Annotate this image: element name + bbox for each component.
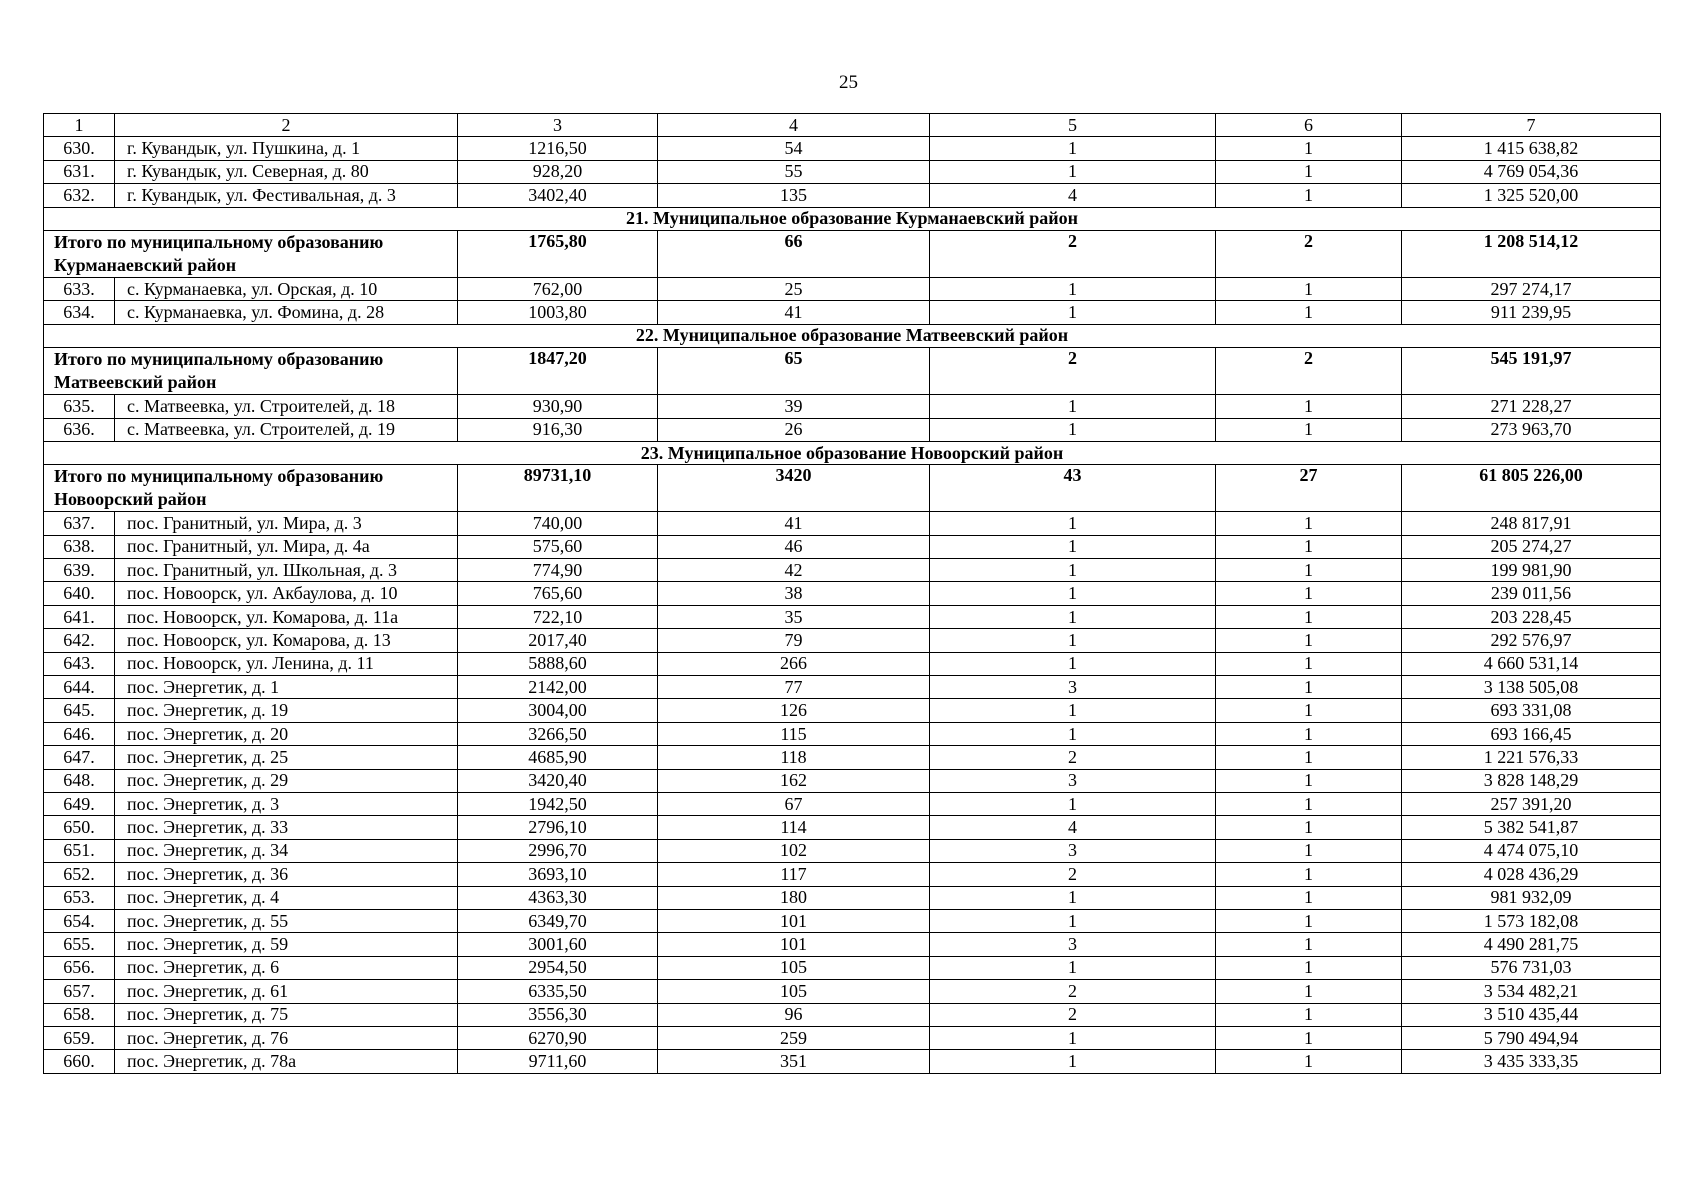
work-count: 2 <box>930 746 1216 769</box>
area: 2142,00 <box>458 676 658 699</box>
address: с. Курманаевка, ул. Орская, д. 10 <box>115 277 458 300</box>
stage: 1 <box>1216 184 1402 207</box>
residents: 115 <box>658 722 930 745</box>
row-number: 649. <box>44 792 115 815</box>
area: 5888,60 <box>458 652 658 675</box>
residents: 25 <box>658 277 930 300</box>
stage: 1 <box>1216 418 1402 441</box>
residents: 117 <box>658 863 930 886</box>
row-number: 630. <box>44 137 115 160</box>
stage: 1 <box>1216 535 1402 558</box>
cost: 292 576,97 <box>1402 629 1661 652</box>
row-number: 656. <box>44 956 115 979</box>
area: 3420,40 <box>458 769 658 792</box>
stage: 1 <box>1216 699 1402 722</box>
total-area: 89731,10 <box>458 465 658 512</box>
row-number: 659. <box>44 1026 115 1049</box>
cost: 199 981,90 <box>1402 559 1661 582</box>
stage: 1 <box>1216 277 1402 300</box>
area: 1003,80 <box>458 301 658 324</box>
stage: 1 <box>1216 956 1402 979</box>
cost: 911 239,95 <box>1402 301 1661 324</box>
residents: 114 <box>658 816 930 839</box>
row-number: 636. <box>44 418 115 441</box>
row-number: 660. <box>44 1050 115 1073</box>
row-number: 642. <box>44 629 115 652</box>
stage: 1 <box>1216 301 1402 324</box>
total-residents: 65 <box>658 348 930 395</box>
area: 3693,10 <box>458 863 658 886</box>
cost: 3 510 435,44 <box>1402 1003 1661 1026</box>
address: пос. Энергетик, д. 59 <box>115 933 458 956</box>
work-count: 1 <box>930 956 1216 979</box>
total-work-count: 2 <box>930 230 1216 277</box>
table-row <box>44 956 1661 979</box>
cost: 5 382 541,87 <box>1402 816 1661 839</box>
stage: 1 <box>1216 980 1402 1003</box>
residents: 101 <box>658 909 930 932</box>
stage: 1 <box>1216 395 1402 418</box>
address: г. Кувандык, ул. Фестивальная, д. 3 <box>115 184 458 207</box>
total-label: Итого по муниципальному образованию Новоорский район <box>44 465 458 512</box>
area: 6349,70 <box>458 909 658 932</box>
area: 740,00 <box>458 512 658 535</box>
address: пос. Энергетик, д. 3 <box>115 792 458 815</box>
section-header-row <box>44 324 1661 347</box>
work-count: 1 <box>930 605 1216 628</box>
work-count: 1 <box>930 418 1216 441</box>
row-number: 635. <box>44 395 115 418</box>
total-residents: 66 <box>658 230 930 277</box>
stage: 1 <box>1216 652 1402 675</box>
table-row <box>44 676 1661 699</box>
cost: 248 817,91 <box>1402 512 1661 535</box>
work-count: 3 <box>930 769 1216 792</box>
cost: 1 325 520,00 <box>1402 184 1661 207</box>
work-count: 1 <box>930 137 1216 160</box>
residents: 42 <box>658 559 930 582</box>
work-count: 1 <box>930 559 1216 582</box>
stage: 1 <box>1216 886 1402 909</box>
area: 722,10 <box>458 605 658 628</box>
address: пос. Энергетик, д. 20 <box>115 722 458 745</box>
row-number: 654. <box>44 909 115 932</box>
table-row <box>44 699 1661 722</box>
area: 765,60 <box>458 582 658 605</box>
cost: 3 435 333,35 <box>1402 1050 1661 1073</box>
cost: 4 490 281,75 <box>1402 933 1661 956</box>
residents: 180 <box>658 886 930 909</box>
column-number: 2 <box>115 114 458 137</box>
residents: 77 <box>658 676 930 699</box>
row-number: 633. <box>44 277 115 300</box>
column-number: 7 <box>1402 114 1661 137</box>
row-number: 631. <box>44 160 115 183</box>
address: пос. Энергетик, д. 78а <box>115 1050 458 1073</box>
cost: 297 274,17 <box>1402 277 1661 300</box>
row-number: 639. <box>44 559 115 582</box>
area: 6335,50 <box>458 980 658 1003</box>
row-number: 655. <box>44 933 115 956</box>
address: пос. Энергетик, д. 4 <box>115 886 458 909</box>
work-count: 1 <box>930 629 1216 652</box>
residents: 162 <box>658 769 930 792</box>
total-area: 1847,20 <box>458 348 658 395</box>
area: 930,90 <box>458 395 658 418</box>
total-row <box>44 230 1661 277</box>
row-number: 638. <box>44 535 115 558</box>
address: г. Кувандык, ул. Пушкина, д. 1 <box>115 137 458 160</box>
table-row <box>44 559 1661 582</box>
stage: 1 <box>1216 839 1402 862</box>
cost: 693 331,08 <box>1402 699 1661 722</box>
address: пос. Энергетик, д. 75 <box>115 1003 458 1026</box>
work-count: 2 <box>930 1003 1216 1026</box>
section-header-row <box>44 441 1661 464</box>
residents: 55 <box>658 160 930 183</box>
work-count: 1 <box>930 652 1216 675</box>
stage: 1 <box>1216 746 1402 769</box>
address: пос. Энергетик, д. 61 <box>115 980 458 1003</box>
stage: 1 <box>1216 676 1402 699</box>
area: 3556,30 <box>458 1003 658 1026</box>
cost: 1 221 576,33 <box>1402 746 1661 769</box>
area: 3004,00 <box>458 699 658 722</box>
address: с. Курманаевка, ул. Фомина, д. 28 <box>115 301 458 324</box>
residents: 79 <box>658 629 930 652</box>
residents: 351 <box>658 1050 930 1073</box>
total-stage: 27 <box>1216 465 1402 512</box>
area: 9711,60 <box>458 1050 658 1073</box>
residents: 266 <box>658 652 930 675</box>
table-row <box>44 535 1661 558</box>
column-number: 1 <box>44 114 115 137</box>
address: с. Матвеевка, ул. Строителей, д. 19 <box>115 418 458 441</box>
table-row <box>44 582 1661 605</box>
table-row <box>44 418 1661 441</box>
residents: 41 <box>658 301 930 324</box>
table-row <box>44 839 1661 862</box>
total-area: 1765,80 <box>458 230 658 277</box>
residents: 41 <box>658 512 930 535</box>
total-cost: 61 805 226,00 <box>1402 465 1661 512</box>
stage: 1 <box>1216 629 1402 652</box>
cost: 257 391,20 <box>1402 792 1661 815</box>
area: 774,90 <box>458 559 658 582</box>
address: пос. Энергетик, д. 55 <box>115 909 458 932</box>
work-count: 1 <box>930 792 1216 815</box>
table-row <box>44 301 1661 324</box>
page-number: 25 <box>839 72 858 93</box>
stage: 1 <box>1216 909 1402 932</box>
work-count: 1 <box>930 277 1216 300</box>
table-row <box>44 137 1661 160</box>
table-row <box>44 629 1661 652</box>
work-count: 4 <box>930 184 1216 207</box>
address: с. Матвеевка, ул. Строителей, д. 18 <box>115 395 458 418</box>
stage: 1 <box>1216 1003 1402 1026</box>
row-number: 648. <box>44 769 115 792</box>
residents: 126 <box>658 699 930 722</box>
section-title: 23. Муниципальное образование Новоорский район <box>44 441 1661 464</box>
residents: 67 <box>658 792 930 815</box>
work-count: 1 <box>930 1026 1216 1049</box>
address: пос. Энергетик, д. 1 <box>115 676 458 699</box>
address: пос. Энергетик, д. 25 <box>115 746 458 769</box>
residents: 101 <box>658 933 930 956</box>
residents: 39 <box>658 395 930 418</box>
area: 4363,30 <box>458 886 658 909</box>
area: 916,30 <box>458 418 658 441</box>
table-row <box>44 512 1661 535</box>
row-number: 632. <box>44 184 115 207</box>
table-row <box>44 769 1661 792</box>
work-count: 2 <box>930 980 1216 1003</box>
cost: 4 660 531,14 <box>1402 652 1661 675</box>
total-cost: 1 208 514,12 <box>1402 230 1661 277</box>
area: 2017,40 <box>458 629 658 652</box>
row-number: 657. <box>44 980 115 1003</box>
residents: 96 <box>658 1003 930 1026</box>
address: пос. Новоорск, ул. Комарова, д. 11а <box>115 605 458 628</box>
section-header-row <box>44 207 1661 230</box>
table-row <box>44 746 1661 769</box>
area: 928,20 <box>458 160 658 183</box>
total-stage: 2 <box>1216 230 1402 277</box>
row-number: 641. <box>44 605 115 628</box>
residents: 102 <box>658 839 930 862</box>
residents: 46 <box>658 535 930 558</box>
column-number: 6 <box>1216 114 1402 137</box>
cost: 271 228,27 <box>1402 395 1661 418</box>
cost: 4 474 075,10 <box>1402 839 1661 862</box>
column-number: 3 <box>458 114 658 137</box>
stage: 1 <box>1216 933 1402 956</box>
table-row <box>44 863 1661 886</box>
total-row <box>44 465 1661 512</box>
address: г. Кувандык, ул. Северная, д. 80 <box>115 160 458 183</box>
address: пос. Энергетик, д. 76 <box>115 1026 458 1049</box>
cost: 3 828 148,29 <box>1402 769 1661 792</box>
work-count: 3 <box>930 676 1216 699</box>
cost: 273 963,70 <box>1402 418 1661 441</box>
table-row <box>44 1003 1661 1026</box>
row-number: 645. <box>44 699 115 722</box>
address: пос. Новоорск, ул. Акбаулова, д. 10 <box>115 582 458 605</box>
cost: 5 790 494,94 <box>1402 1026 1661 1049</box>
row-number: 652. <box>44 863 115 886</box>
table-row <box>44 816 1661 839</box>
table-row <box>44 1026 1661 1049</box>
stage: 1 <box>1216 137 1402 160</box>
table-row <box>44 395 1661 418</box>
table-row <box>44 722 1661 745</box>
work-count: 3 <box>930 839 1216 862</box>
stage: 1 <box>1216 769 1402 792</box>
address: пос. Гранитный, ул. Мира, д. 3 <box>115 512 458 535</box>
residents: 38 <box>658 582 930 605</box>
area: 6270,90 <box>458 1026 658 1049</box>
column-number: 5 <box>930 114 1216 137</box>
cost: 3 138 505,08 <box>1402 676 1661 699</box>
stage: 1 <box>1216 863 1402 886</box>
table-row <box>44 277 1661 300</box>
stage: 1 <box>1216 1026 1402 1049</box>
total-work-count: 43 <box>930 465 1216 512</box>
area: 575,60 <box>458 535 658 558</box>
area: 3266,50 <box>458 722 658 745</box>
row-number: 651. <box>44 839 115 862</box>
table-row <box>44 184 1661 207</box>
area: 3001,60 <box>458 933 658 956</box>
area: 2796,10 <box>458 816 658 839</box>
table-row <box>44 652 1661 675</box>
work-count: 1 <box>930 909 1216 932</box>
work-count: 2 <box>930 863 1216 886</box>
work-count: 1 <box>930 160 1216 183</box>
total-label: Итого по муниципальному образованию Матвеевский район <box>44 348 458 395</box>
address: пос. Новоорск, ул. Ленина, д. 11 <box>115 652 458 675</box>
stage: 1 <box>1216 160 1402 183</box>
stage: 1 <box>1216 792 1402 815</box>
row-number: 647. <box>44 746 115 769</box>
total-residents: 3420 <box>658 465 930 512</box>
work-count: 3 <box>930 933 1216 956</box>
cost: 3 534 482,21 <box>1402 980 1661 1003</box>
cost: 1 573 182,08 <box>1402 909 1661 932</box>
stage: 1 <box>1216 512 1402 535</box>
address: пос. Энергетик, д. 33 <box>115 816 458 839</box>
table-row <box>44 792 1661 815</box>
total-work-count: 2 <box>930 348 1216 395</box>
residents: 105 <box>658 980 930 1003</box>
area: 762,00 <box>458 277 658 300</box>
address: пос. Новоорск, ул. Комарова, д. 13 <box>115 629 458 652</box>
area: 1216,50 <box>458 137 658 160</box>
section-title: 22. Муниципальное образование Матвеевский район <box>44 324 1661 347</box>
work-count: 1 <box>930 512 1216 535</box>
table-row <box>44 160 1661 183</box>
column-number: 4 <box>658 114 930 137</box>
total-row <box>44 348 1661 395</box>
residents: 26 <box>658 418 930 441</box>
section-title: 21. Муниципальное образование Курманаевский район <box>44 207 1661 230</box>
row-number: 644. <box>44 676 115 699</box>
residents: 54 <box>658 137 930 160</box>
cost: 239 011,56 <box>1402 582 1661 605</box>
total-label: Итого по муниципальному образованию Курманаевский район <box>44 230 458 277</box>
address: пос. Энергетик, д. 29 <box>115 769 458 792</box>
table-row <box>44 1050 1661 1073</box>
area: 4685,90 <box>458 746 658 769</box>
row-number: 646. <box>44 722 115 745</box>
table-row <box>44 886 1661 909</box>
address: пос. Гранитный, ул. Школьная, д. 3 <box>115 559 458 582</box>
stage: 1 <box>1216 605 1402 628</box>
stage: 1 <box>1216 582 1402 605</box>
cost: 981 932,09 <box>1402 886 1661 909</box>
row-number: 637. <box>44 512 115 535</box>
table-row <box>44 909 1661 932</box>
cost: 693 166,45 <box>1402 722 1661 745</box>
residents: 259 <box>658 1026 930 1049</box>
work-count: 1 <box>930 395 1216 418</box>
work-count: 1 <box>930 722 1216 745</box>
total-cost: 545 191,97 <box>1402 348 1661 395</box>
cost: 4 769 054,36 <box>1402 160 1661 183</box>
cost: 1 415 638,82 <box>1402 137 1661 160</box>
work-count: 4 <box>930 816 1216 839</box>
row-number: 643. <box>44 652 115 675</box>
table-row <box>44 605 1661 628</box>
area: 2954,50 <box>458 956 658 979</box>
residents: 118 <box>658 746 930 769</box>
stage: 1 <box>1216 1050 1402 1073</box>
stage: 1 <box>1216 559 1402 582</box>
work-count: 1 <box>930 1050 1216 1073</box>
residents: 35 <box>658 605 930 628</box>
total-stage: 2 <box>1216 348 1402 395</box>
cost: 205 274,27 <box>1402 535 1661 558</box>
row-number: 640. <box>44 582 115 605</box>
work-count: 1 <box>930 886 1216 909</box>
address: пос. Энергетик, д. 19 <box>115 699 458 722</box>
work-count: 1 <box>930 535 1216 558</box>
table-row <box>44 980 1661 1003</box>
address: пос. Энергетик, д. 36 <box>115 863 458 886</box>
row-number: 634. <box>44 301 115 324</box>
area: 1942,50 <box>458 792 658 815</box>
cost: 576 731,03 <box>1402 956 1661 979</box>
column-number-row <box>44 114 1661 137</box>
residents: 135 <box>658 184 930 207</box>
area: 2996,70 <box>458 839 658 862</box>
table-row <box>44 933 1661 956</box>
address: пос. Гранитный, ул. Мира, д. 4а <box>115 535 458 558</box>
housing-table <box>43 113 1661 1074</box>
cost: 4 028 436,29 <box>1402 863 1661 886</box>
stage: 1 <box>1216 722 1402 745</box>
area: 3402,40 <box>458 184 658 207</box>
table-body <box>44 114 1661 1074</box>
row-number: 650. <box>44 816 115 839</box>
residents: 105 <box>658 956 930 979</box>
row-number: 658. <box>44 1003 115 1026</box>
address: пос. Энергетик, д. 34 <box>115 839 458 862</box>
address: пос. Энергетик, д. 6 <box>115 956 458 979</box>
work-count: 1 <box>930 699 1216 722</box>
row-number: 653. <box>44 886 115 909</box>
work-count: 1 <box>930 301 1216 324</box>
stage: 1 <box>1216 816 1402 839</box>
work-count: 1 <box>930 582 1216 605</box>
cost: 203 228,45 <box>1402 605 1661 628</box>
